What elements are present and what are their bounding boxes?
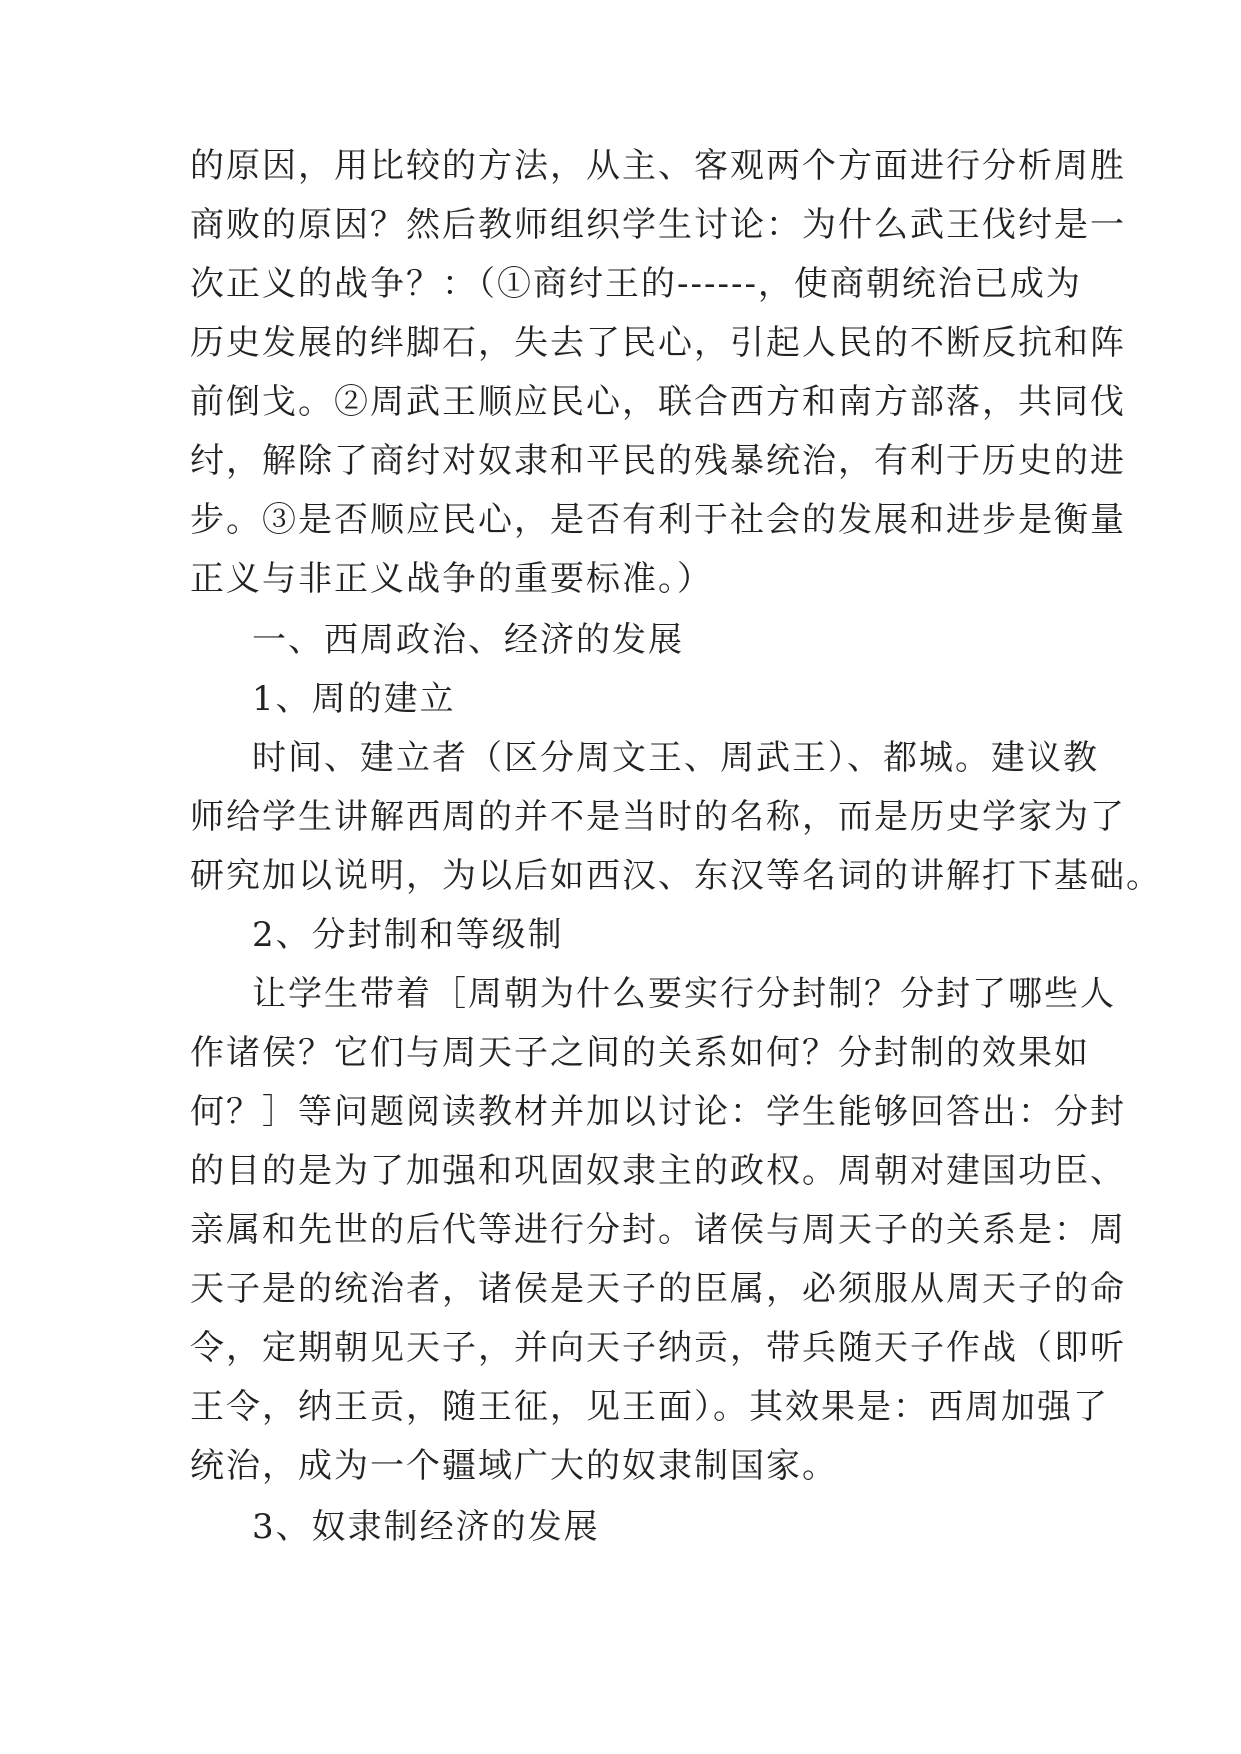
text-line: 的目的是为了加强和巩固奴隶主的政权。周朝对建国功臣、: [190, 1151, 1126, 1191]
text-line: 让学生带着［周朝为什么要实行分封制？分封了哪些人: [252, 974, 1116, 1014]
text-line: 的原因，用比较的方法，从主、客观两个方面进行分析周胜: [190, 146, 1126, 186]
subsection-heading: 1、周的建立: [252, 679, 456, 719]
section-heading: 一、西周政治、经济的发展: [252, 620, 684, 660]
text-line: 时间、建立者（区分周文王、周武王）、都城。建议教: [252, 738, 1099, 778]
text-line: 纣，解除了商纣对奴隶和平民的残暴统治，有利于历史的进: [190, 441, 1126, 481]
text-line: 亲属和先世的后代等进行分封。诸侯与周天子的关系是：周: [190, 1210, 1126, 1250]
subsection-heading: 2、分封制和等级制: [252, 915, 564, 955]
text-line: 研究加以说明，为以后如西汉、东汉等名词的讲解打下基础。: [190, 856, 1162, 896]
text-line: 步。③是否顺应民心，是否有利于社会的发展和进步是衡量: [190, 500, 1126, 540]
text-line: 天子是的统治者，诸侯是天子的臣属，必须服从周天子的命: [190, 1269, 1126, 1309]
text-line: 师给学生讲解西周的并不是当时的名称，而是历史学家为了: [190, 797, 1126, 837]
subsection-heading: 3、奴隶制经济的发展: [252, 1507, 600, 1547]
text-line: 令，定期朝见天子，并向天子纳贡，带兵随天子作战（即听: [190, 1328, 1126, 1368]
text-line: 正义与非正义战争的重要标准。）: [190, 559, 713, 599]
text-line: 何？］等问题阅读教材并加以讨论：学生能够回答出：分封: [190, 1092, 1126, 1132]
text-line: 王令，纳王贡，随王征，见王面）。其效果是：西周加强了: [190, 1387, 1109, 1427]
text-line: 次正义的战争？：（①商纣王的------，使商朝统治已成为: [190, 264, 1082, 304]
text-line: 作诸侯？它们与周天子之间的关系如何？分封制的效果如: [190, 1033, 1090, 1073]
text-line: 历史发展的绊脚石，失去了民心，引起人民的不断反抗和阵: [190, 323, 1126, 363]
text-line: 前倒戈。②周武王顺应民心，联合西方和南方部落，共同伐: [190, 382, 1126, 422]
text-line: 商败的原因？然后教师组织学生讨论：为什么武王伐纣是一: [190, 205, 1126, 245]
text-line: 统治，成为一个疆域广大的奴隶制国家。: [190, 1446, 838, 1486]
